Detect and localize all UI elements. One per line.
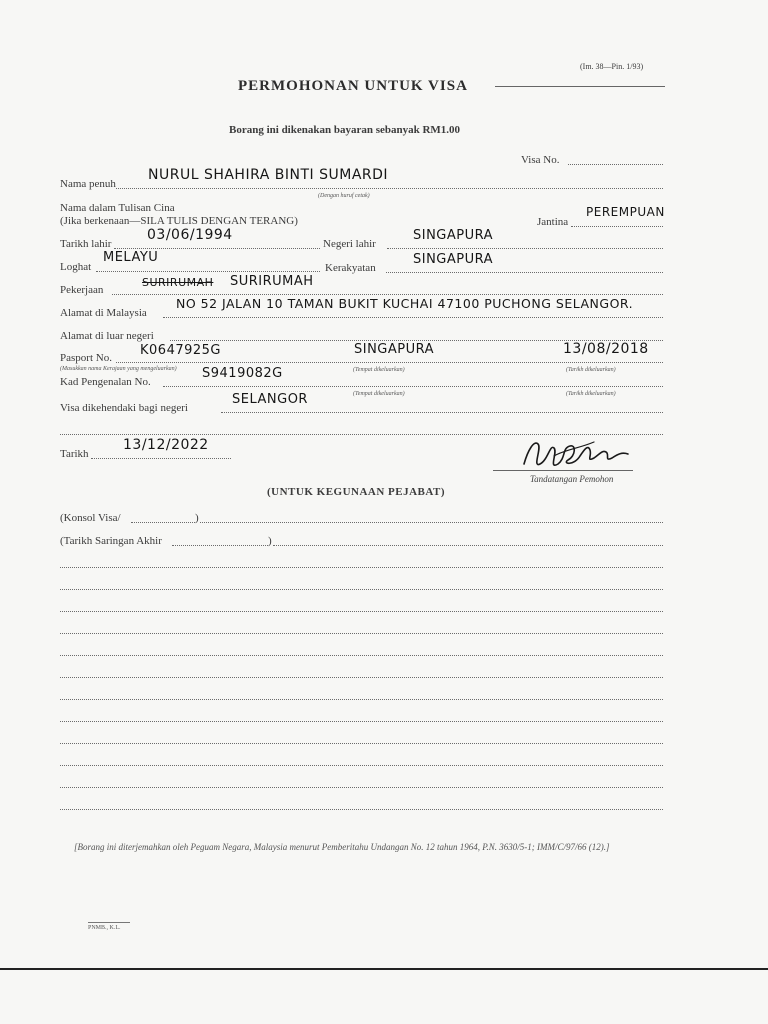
- occupation-line: [112, 294, 663, 295]
- passport-value: K0647925G: [140, 343, 221, 358]
- dialect-value: MELAYU: [103, 250, 159, 265]
- address-my-label: Alamat di Malaysia: [60, 307, 147, 319]
- address-abroad-label: Alamat di luar negeri: [60, 330, 154, 342]
- full-name-value: NURUL SHAHIRA BINTI SUMARDI: [148, 167, 389, 183]
- office-line: [60, 633, 663, 634]
- passport-place-value: SINGAPURA: [354, 342, 435, 357]
- consul-line-2: [200, 522, 663, 523]
- address-my-value: NO 52 JALAN 10 TAMAN BUKIT KUCHAI 47100 PUCHONG SELANGOR.: [176, 296, 634, 311]
- office-line: [60, 743, 663, 744]
- office-line: [60, 611, 663, 612]
- page-bottom-edge: [0, 968, 768, 970]
- consul-label: (Konsol Visa/: [60, 512, 121, 524]
- gender-value: PEREMPUAN: [586, 205, 665, 219]
- nationality-line: [386, 272, 663, 273]
- passport-place-note: (Tempat dikeluarkan): [353, 367, 405, 373]
- date-label: Tarikh: [60, 448, 89, 460]
- dob-label: Tarikh lahir: [60, 238, 112, 250]
- dob-line: [114, 248, 320, 249]
- office-line: [60, 721, 663, 722]
- date-line: [91, 458, 231, 459]
- address-my-line: [163, 317, 663, 318]
- visa-state-value: SELANGOR: [232, 392, 308, 407]
- nationality-value: SINGAPURA: [413, 252, 494, 267]
- passport-line: [116, 362, 663, 363]
- chinese-name-note: (Jika berkenaan—SILA TULIS DENGAN TERANG): [60, 215, 298, 227]
- passport-date-note: (Tarikh dikeluarkan): [566, 367, 616, 373]
- gender-label: Jantina: [537, 216, 569, 228]
- printer-mark: PNMB., K.L.: [88, 925, 121, 931]
- consul-line: [131, 522, 195, 523]
- ic-place-note: (Tempat dikeluarkan): [353, 391, 405, 397]
- signature-line: [493, 470, 633, 471]
- office-line: [60, 589, 663, 590]
- office-use-heading: (UNTUK KEGUNAAN PEJABAT): [267, 486, 446, 498]
- office-line: [60, 787, 663, 788]
- title-rule: [495, 86, 665, 87]
- visa-state-line: [221, 412, 663, 413]
- occupation-struck-value: SURIRUMAH: [142, 276, 214, 289]
- passport-note: (Masukkan nama Kerajaan yang mengeluarkan): [60, 366, 177, 372]
- birth-state-value: SINGAPURA: [413, 228, 494, 243]
- visa-state-label: Visa dikehendaki bagi negeri: [60, 402, 188, 414]
- visa-no-label: Visa No.: [521, 154, 560, 166]
- form-reference: (Im. 38—Pin. 1/93): [580, 62, 644, 71]
- full-name-line: [116, 188, 663, 189]
- fee-note: Borang ini dikenakan bayaran sebanyak RM1.00: [229, 124, 461, 136]
- printer-rule: [88, 922, 130, 923]
- footer-note: [Borang ini diterjemahkan oleh Peguam Negara, Malaysia menurut Pemberitahu Undangan No. 12 tahun 1964, P.N. 3630/5-1; IMM/C/97/66 (12).]: [74, 842, 610, 852]
- date-value: 13/12/2022: [123, 437, 209, 453]
- birth-state-line: [387, 248, 663, 249]
- passport-date-value: 13/08/2018: [563, 341, 649, 357]
- ic-label: Kad Pengenalan No.: [60, 376, 151, 388]
- office-line: [60, 655, 663, 656]
- ic-date-note: (Tarikh dikeluarkan): [566, 391, 616, 397]
- full-name-label: Nama penuh: [60, 178, 116, 190]
- chinese-name-label: Nama dalam Tulisan Cina: [60, 202, 175, 214]
- office-line: [60, 677, 663, 678]
- form-title: PERMOHONAN UNTUK VISA: [238, 78, 468, 94]
- deadline-line: [172, 545, 268, 546]
- dialect-line: [96, 271, 320, 272]
- passport-label: Pasport No.: [60, 352, 112, 364]
- birth-state-label: Negeri lahir: [323, 238, 376, 250]
- deadline-label: (Tarikh Saringan Akhir: [60, 535, 162, 547]
- dob-value: 03/06/1994: [147, 227, 233, 243]
- office-line: [60, 567, 663, 568]
- occupation-label: Pekerjaan: [60, 284, 104, 296]
- occupation-value: SURIRUMAH: [230, 274, 314, 289]
- office-line: [60, 809, 663, 810]
- nationality-label: Kerakyatan: [325, 262, 376, 274]
- ic-value: S9419082G: [202, 366, 283, 381]
- consul-close: ): [195, 512, 199, 524]
- deadline-line-2: [273, 545, 663, 546]
- signature-label: Tandatangan Pemohon: [530, 474, 614, 484]
- full-name-note: (Dengan huruf cetak): [318, 193, 370, 199]
- office-line: [60, 699, 663, 700]
- office-line: [60, 765, 663, 766]
- visa-no-line: [568, 164, 663, 165]
- deadline-close: ): [268, 535, 272, 547]
- dialect-label: Loghat: [60, 261, 92, 273]
- gender-line: [571, 226, 663, 227]
- ic-line: [163, 386, 663, 387]
